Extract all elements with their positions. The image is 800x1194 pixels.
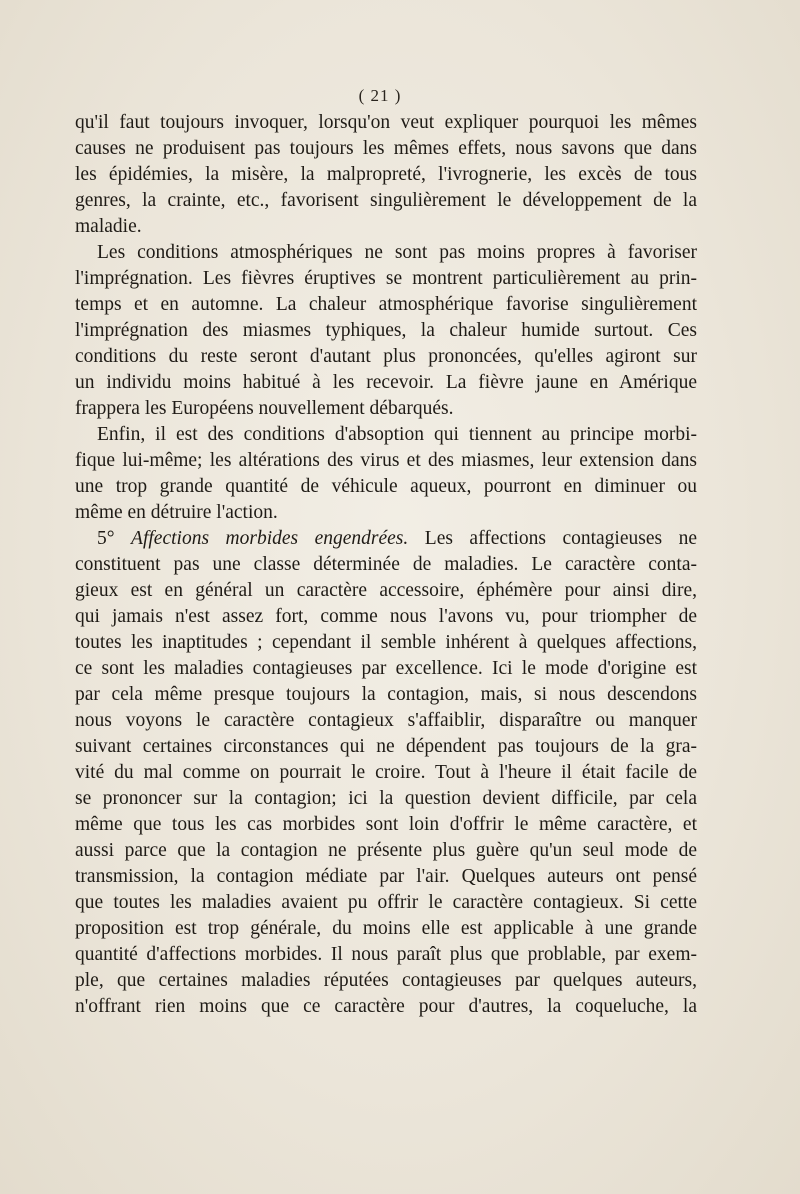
text-line: une trop grande quantité de véhicule aqueux, pourront en diminuer ou [75,476,697,497]
text-line: fique lui-même; les altérations des virus et des miasmes, leur extension dans [75,450,697,471]
text-line: conditions du reste seront d'autant plus prononcées, qu'elles agiront sur [75,346,697,367]
text-line: même en détruire l'action. [75,502,278,523]
section-line [97,526,697,552]
text-line: maladie. [75,216,142,237]
text-line: causes ne produisent pas toujours les mêmes effets, nous savons que dans [75,138,697,159]
section-text: Les affections contagieuses ne [424,528,697,549]
text-line: ple, que certaines maladies réputées contagieuses par quelques auteurs, [75,970,697,991]
text-line: par cela même presque toujours la contagion, mais, si nous descendons [75,684,697,705]
text-line: qu'il faut toujours invoquer, lorsqu'on veut expliquer pourquoi les mêmes [75,112,697,133]
text-line: ce sont les maladies contagieuses par excellence. Ici le mode d'origine est [75,658,697,679]
text-line: un individu moins habitué à les recevoir. La fièvre jaune en Amérique [75,372,697,393]
text-line: se prononcer sur la contagion; ici la question devient difficile, par cela [75,788,697,809]
text-line [75,552,697,578]
text-line: nous voyons le caractère contagieux s'affaiblir, disparaître ou manquer [75,710,697,731]
text-line: frappera les Européens nouvellement débarqués. [75,398,454,419]
text-line: même que tous les cas morbides sont loin d'offrir le même caractère, et [75,814,697,835]
text-line: gieux est en général un caractère accessoire, éphémère pour ainsi dire, [75,580,697,601]
text-line: l'imprégnation des miasmes typhiques, la chaleur humide surtout. Ces [75,320,697,341]
text-line: n'offrant rien moins que ce caractère pour d'autres, la coqueluche, la [75,996,697,1017]
text-line: suivant certaines circonstances qui ne dépendent pas toujours de la gra- [75,736,697,757]
text-line: quantité d'affections morbides. Il nous paraît plus que problable, par exem- [75,944,697,965]
section-number: 5° [97,528,132,549]
text-line: que toutes les maladies avaient pu offrir le caractère contagieux. Si cette [75,892,697,913]
text-line: toutes les inaptitudes ; cependant il semble inhérent à quelques affections, [75,632,697,653]
continuation-text: stituent pas une classe déterminée de maladies. Le caractère conta- [103,554,697,575]
text-line: Enfin, il est des conditions d'absoption qui tiennent au principe morbi- [97,424,697,445]
text-line: l'imprégnation. Les fièvres éruptives se montrent particulièrement au prin- [75,268,697,289]
text-line: aussi parce que la contagion ne présente plus guère qu'un seul mode de [75,840,697,861]
page-number: ( 21 ) [358,86,402,105]
text-line: transmission, la contagion médiate par l'air. Quelques auteurs ont pensé [75,866,697,887]
continuation-prefix: con [75,554,104,575]
text-line: genres, la crainte, etc., favorisent singulièrement le développement de la [75,190,697,211]
text-line: vité du mal comme on pourrait le croire. Tout à l'heure il était facile de [75,762,697,783]
text-line: Les conditions atmosphériques ne sont pas moins propres à favoriser [97,242,697,263]
text-line: proposition est trop générale, du moins elle est applicable à une grande [75,918,697,939]
text-line: temps et en automne. La chaleur atmosphérique favorise singulièrement [75,294,697,315]
text-line: qui jamais n'est assez fort, comme nous l'avons vu, pour triompher de [75,606,697,627]
text-line: les épidémies, la misère, la malpropreté, l'ivrognerie, les excès de tous [75,164,697,185]
section-title: Affections morbides engendrées. [131,528,425,549]
